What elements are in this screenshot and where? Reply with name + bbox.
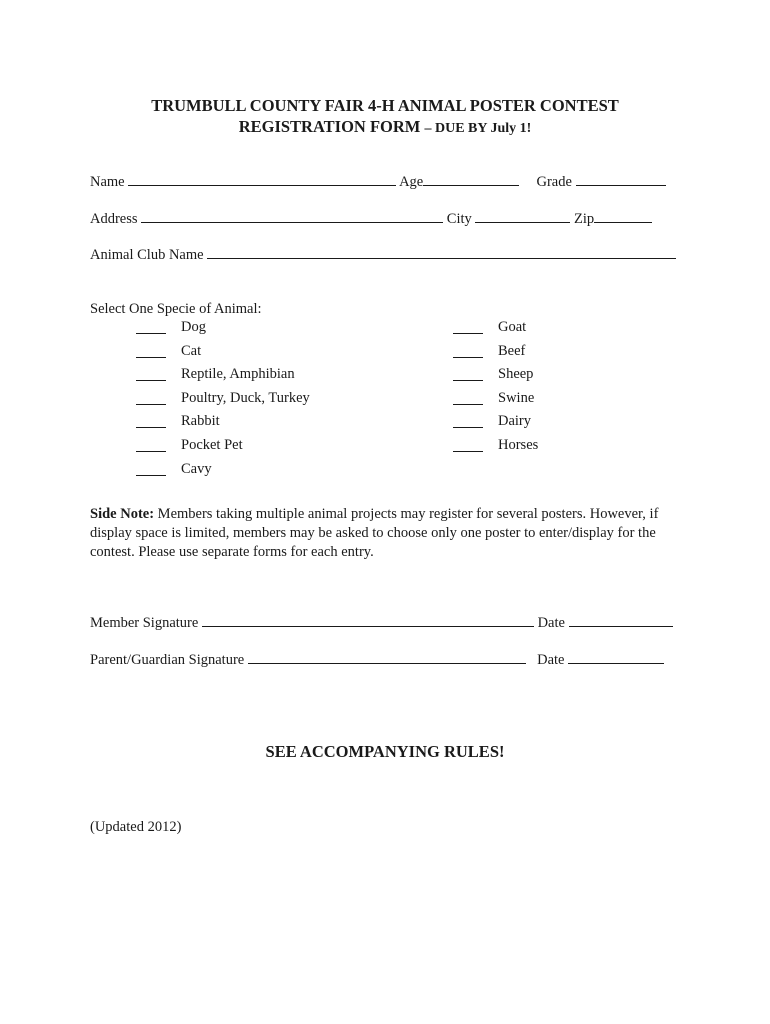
species-option-dog: Dog [181, 319, 206, 335]
species-heading: Select One Specie of Animal: [90, 301, 262, 317]
species-blank-dog[interactable] [136, 321, 166, 334]
address-row [90, 210, 652, 228]
species-blank-beef[interactable] [453, 345, 483, 358]
parent-date-field[interactable] [568, 651, 664, 664]
name-field[interactable] [128, 173, 396, 186]
species-blank-sheep[interactable] [453, 368, 483, 381]
parent-signature-field[interactable] [248, 651, 526, 664]
zip-label: Zip [574, 211, 595, 227]
see-rules-notice: SEE ACCOMPANYING RULES! [265, 742, 505, 761]
form-title: TRUMBULL COUNTY FAIR 4-H ANIMAL POSTER CONTEST [151, 96, 619, 115]
species-option-goat: Goat [498, 319, 527, 335]
species-option-beef: Beef [498, 343, 526, 359]
species-option-swine: Swine [498, 390, 535, 406]
species-option-reptile: Reptile, Amphibian [181, 366, 295, 382]
member-date-label: Date [537, 615, 565, 631]
name-row [90, 173, 666, 191]
species-blank-swine[interactable] [453, 392, 483, 405]
species-blank-poultry[interactable] [136, 392, 166, 405]
address-field[interactable] [141, 210, 443, 223]
species-blank-pocket-pet[interactable] [136, 439, 166, 452]
member-signature-label: Member Signature [90, 615, 199, 631]
grade-label: Grade [536, 174, 572, 190]
side-note-label: Side Note: [90, 506, 155, 522]
species-blank-rabbit[interactable] [136, 415, 166, 428]
form-subtitle [0, 117, 770, 137]
zip-field[interactable] [594, 210, 652, 223]
species-blank-goat[interactable] [453, 321, 483, 334]
species-option-pocket-pet: Pocket Pet [181, 437, 243, 453]
species-blank-cavy[interactable] [136, 463, 166, 476]
species-blank-horses[interactable] [453, 439, 483, 452]
name-label: Name [90, 174, 125, 190]
member-date-field[interactable] [569, 614, 673, 627]
species-option-rabbit: Rabbit [181, 413, 220, 429]
club-row [90, 246, 676, 264]
grade-field[interactable] [576, 173, 666, 186]
member-signature-row [90, 614, 673, 632]
species-blank-reptile[interactable] [136, 368, 166, 381]
club-label: Animal Club Name [90, 247, 204, 263]
updated-note: (Updated 2012) [90, 819, 182, 835]
member-signature-field[interactable] [202, 614, 534, 627]
species-option-poultry: Poultry, Duck, Turkey [181, 390, 310, 406]
species-option-horses: Horses [498, 437, 539, 453]
parent-date-label: Date [537, 652, 565, 668]
species-option-cavy: Cavy [181, 461, 212, 477]
species-blank-cat[interactable] [136, 345, 166, 358]
due-date-note: – DUE BY July 1! [424, 121, 532, 136]
city-field[interactable] [475, 210, 570, 223]
species-blank-dairy[interactable] [453, 415, 483, 428]
parent-signature-row [90, 651, 664, 669]
species-option-dairy: Dairy [498, 413, 532, 429]
age-label: Age [399, 174, 424, 190]
parent-signature-label: Parent/Guardian Signature [90, 652, 245, 668]
side-note [90, 505, 690, 562]
subtitle-main: REGISTRATION FORM [238, 117, 421, 136]
address-label: Address [90, 211, 138, 227]
species-option-cat: Cat [181, 343, 202, 359]
city-label: City [446, 211, 472, 227]
side-note-text: Members taking multiple animal projects may register for several posters. However, if display space is limited, members may be asked to choose only one poster to enter/display for the contest. Please use separate forms for each entry. [90, 506, 659, 560]
species-option-sheep: Sheep [498, 366, 534, 382]
age-field[interactable] [423, 173, 519, 186]
club-field[interactable] [207, 246, 676, 259]
